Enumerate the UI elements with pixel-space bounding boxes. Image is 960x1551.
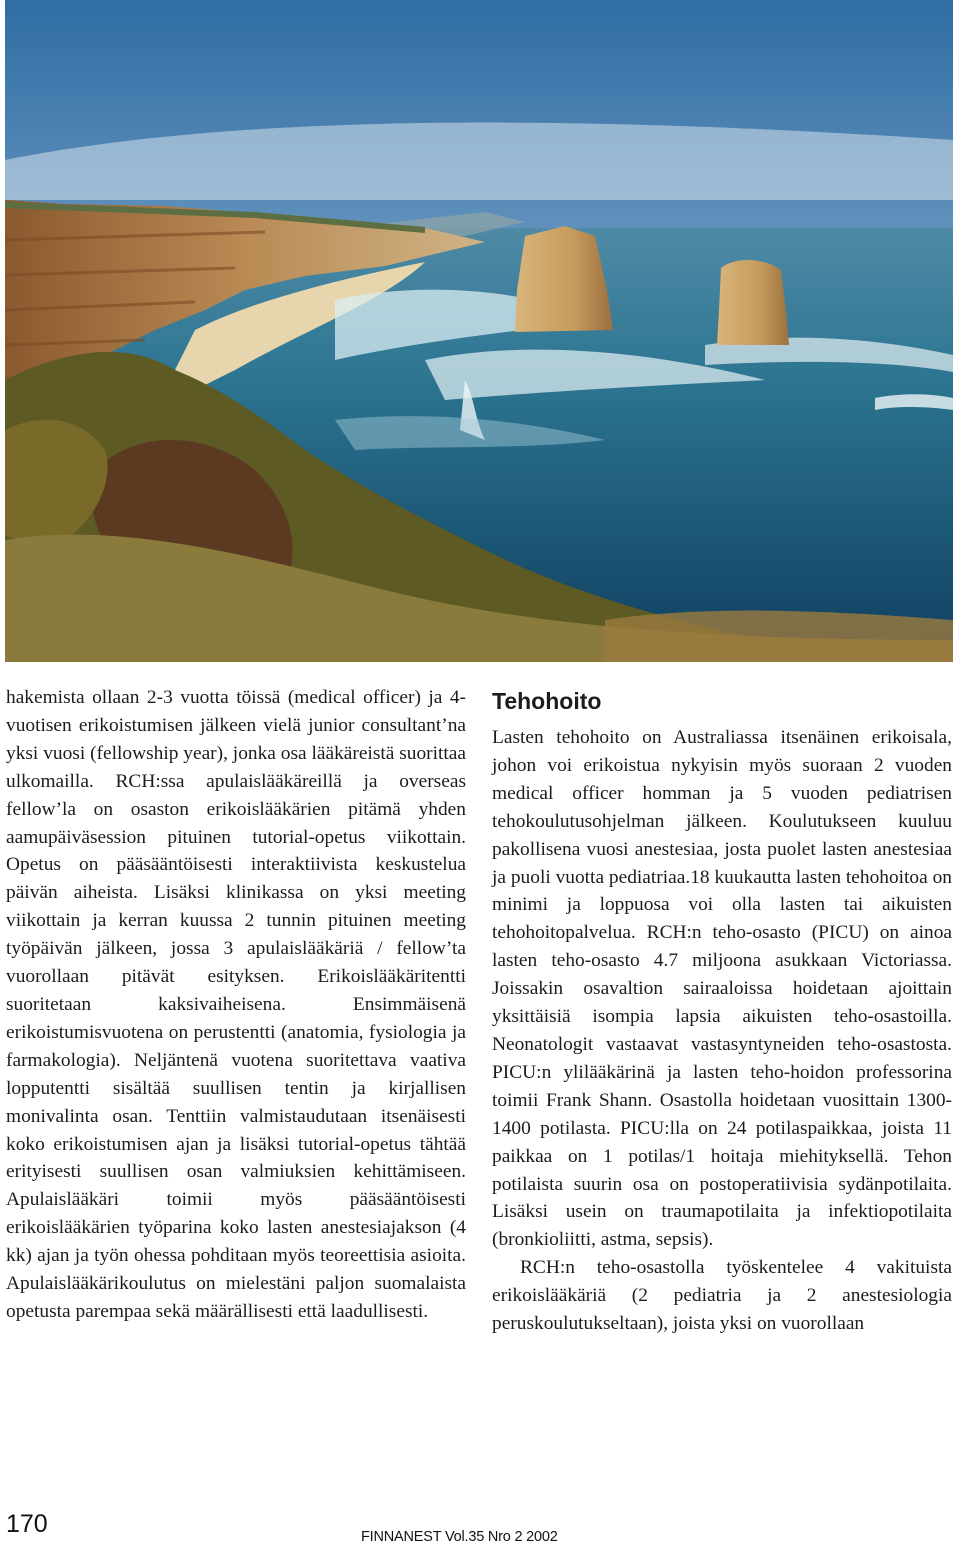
right-column-paragraph-1: Lasten tehohoito on Australiassa itsenäinen erikoisala, johon voi erikoistua nykyisin myös suoraan 2 vuoden medical officer homman ja 5 vuoden pediatrisen tehokoulutusohjelman jälkeen. Koulutukseen kuuluu pakollisena vuosi anestesiaa, josta puolet lasten anestesiaa ja puoli vuotta pediatriaa.18 kuukautta lasten tehohoitoa on minimi ja loppuosa voi olla lasten tai aikuisten tehohoitopalvelua. RCH:n teho-osasto (PICU) on ainoa lasten teho-osasto 4.7 miljoona asukkaan Victoriassa. Joissakin osavaltion sairaaloissa hoidetaan ajoittain yksittäisiä isompia lapsia aikuisten teho-osastoilla. Neonatologit vastaavat vastasyntyneiden teho-osastosta. PICU:n ylilääkärinä ja lasten teho-hoidon professorina toimii Frank Shann. Osastolla hoidetaan vuosittain 1300-1400 potilasta. PICU:lla on 24 potilaspaikkaa, joista 11 paikkaa on 1 potilas/1 hoitaja miehityksellä. Tehon potilaista suurin osa on postoperatiivisia sydänpotilaita. Lisäksi usein on traumapotilaita ja infektiopotilaita (bronkioliitti, astma, sepsis). [492,727,952,1251]
right-column [492,684,952,1338]
coastal-cliffs-photo [5,0,953,662]
left-column [6,684,466,1326]
page-number: 170 [6,1510,48,1538]
journal-citation: FINNANEST Vol.35 Nro 2 2002 [361,1529,558,1545]
section-heading: Tehohoito [492,688,602,714]
left-column-paragraph: hakemista ollaan 2-3 vuotta töissä (medical officer) ja 4-vuotisen erikoistumisen jälkeen vielä junior consultant’na yksi vuosi (fellowship year), jonka osa lääkäreistä suorittaa ulkomailla. RCH:ssa apulaislääkäreillä ja overseas fellow’la on osaston erikoislääkärien pitämä yhden aamupäiväsession pituinen tutorial-opetus viikottain. Opetus on pääsääntöisesti interaktiivista keskustelua päivän aiheista. Lisäksi klinikassa on yksi meeting viikottain ja kerran kuussa 2 tunnin pituinen meeting työpäivän jälkeen, jossa 3 apulaislääkäriä / fellow’ta vuorollaan pitävät esityksen. Erikoislääkäritentti suoritetaan kaksivaiheisena. Ensimmäisenä erikoistumisvuotena on perustentti (anatomia, fysiologia ja farmakologia). Neljäntenä vuotena suoritettava vaativa lopputentti sisältää suullisen tentin ja kirjallisen monivalinta osan. Tenttiin valmistaudutaan itsenäisesti koko erikoistumisen ajan ja lisäksi tutorial-opetus tähtää erityisesti suullisen osan valmiuksien kehittämiseen. Apulaislääkäri toimii myös pääsääntöisesti erikoislääkärien työparina koko lasten anestesiajakson (4 kk) ajan ja työn ohessa pohditaan myös teoreettisia asioita. Apulaislääkärikoulutus on mielestäni paljon suomalaista opetusta parempaa sekä määrällisesti että laadullisesti. [6,687,466,1322]
right-column-paragraph-2: RCH:n teho-osastolla työskentelee 4 vakituista erikoislääkäriä (2 pediatria ja 2 anestesiologia peruskoulutukseltaan), joista yksi on vuorollaan [492,1257,952,1335]
